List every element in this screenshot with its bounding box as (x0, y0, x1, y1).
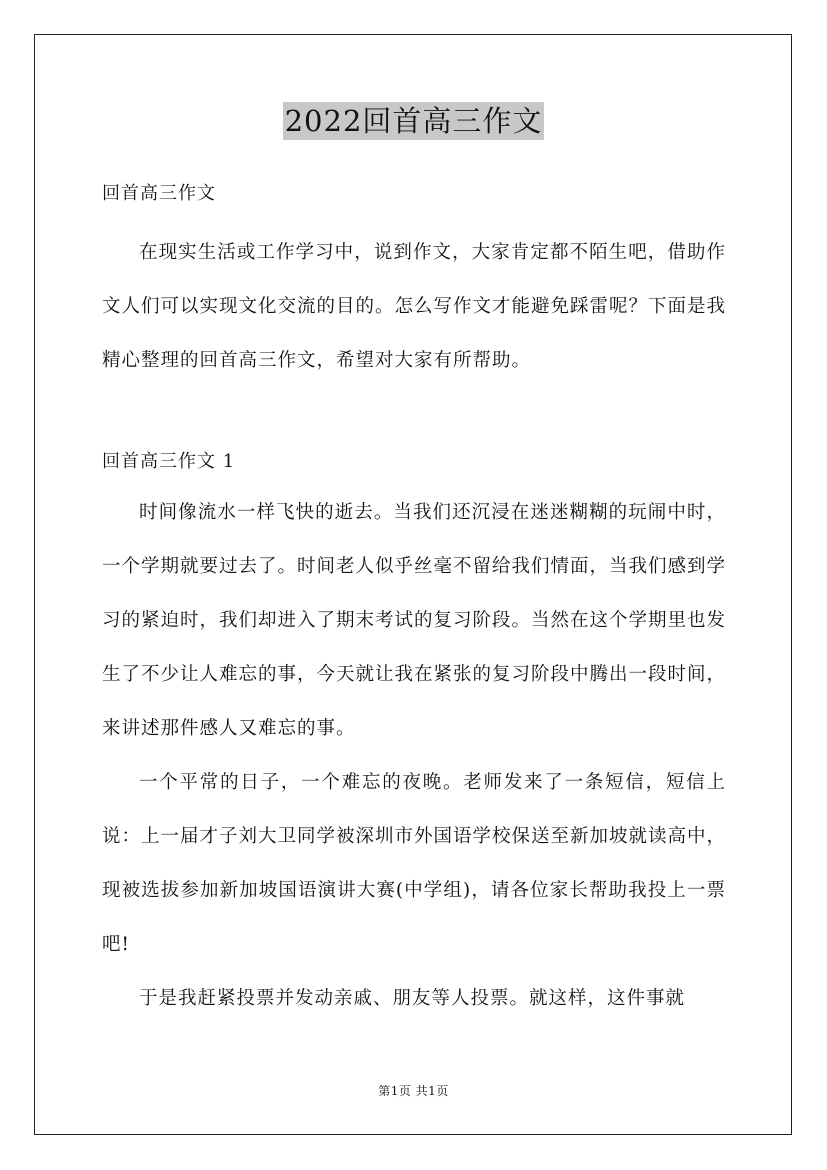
intro-paragraph: 在现实生活或工作学习中，说到作文，大家肯定都不陌生吧，借助作文人们可以实现文化交流的目的。怎么写作文才能避免踩雷呢？下面是我精心整理的回首高三作文，希望对大家有所帮助。 (102, 242, 727, 371)
page-footer: 第1页 共1页 (378, 1084, 449, 1098)
document-body (102, 172, 726, 1026)
body-paragraph-2: 一个平常的日子，一个难忘的夜晚。老师发来了一条短信，短信上说：上一届才子刘大卫同学被深圳市外国语学校保送至新加坡就读高中，现被选拔参加新加坡国语演讲大赛(中学组)，请各位家长帮助我投上一票吧! (102, 772, 727, 955)
title-container (0, 102, 827, 140)
body-paragraph-3: 于是我赶紧投票并发动亲戚、朋友等人投票。就这样，这件事就 (139, 988, 686, 1009)
document-subtitle: 回首高三作文 (102, 183, 216, 204)
document-title: 2022回首高三作文 (284, 104, 543, 138)
body-paragraph-1: 时间像流水一样飞快的逝去。当我们还沉浸在迷迷糊糊的玩闹中时，一个学期就要过去了。时间老人似乎丝毫不留给我们情面，当我们感到学习的紧迫时，我们却进入了期末考试的复习阶段。当然在这个学期里也发生了不少让人难忘的事，今天就让我在紧张的复习阶段中腾出一段时间，来讲述那件感人又难忘的事。 (102, 502, 727, 739)
section-heading: 回首高三作文 1 (102, 451, 236, 472)
